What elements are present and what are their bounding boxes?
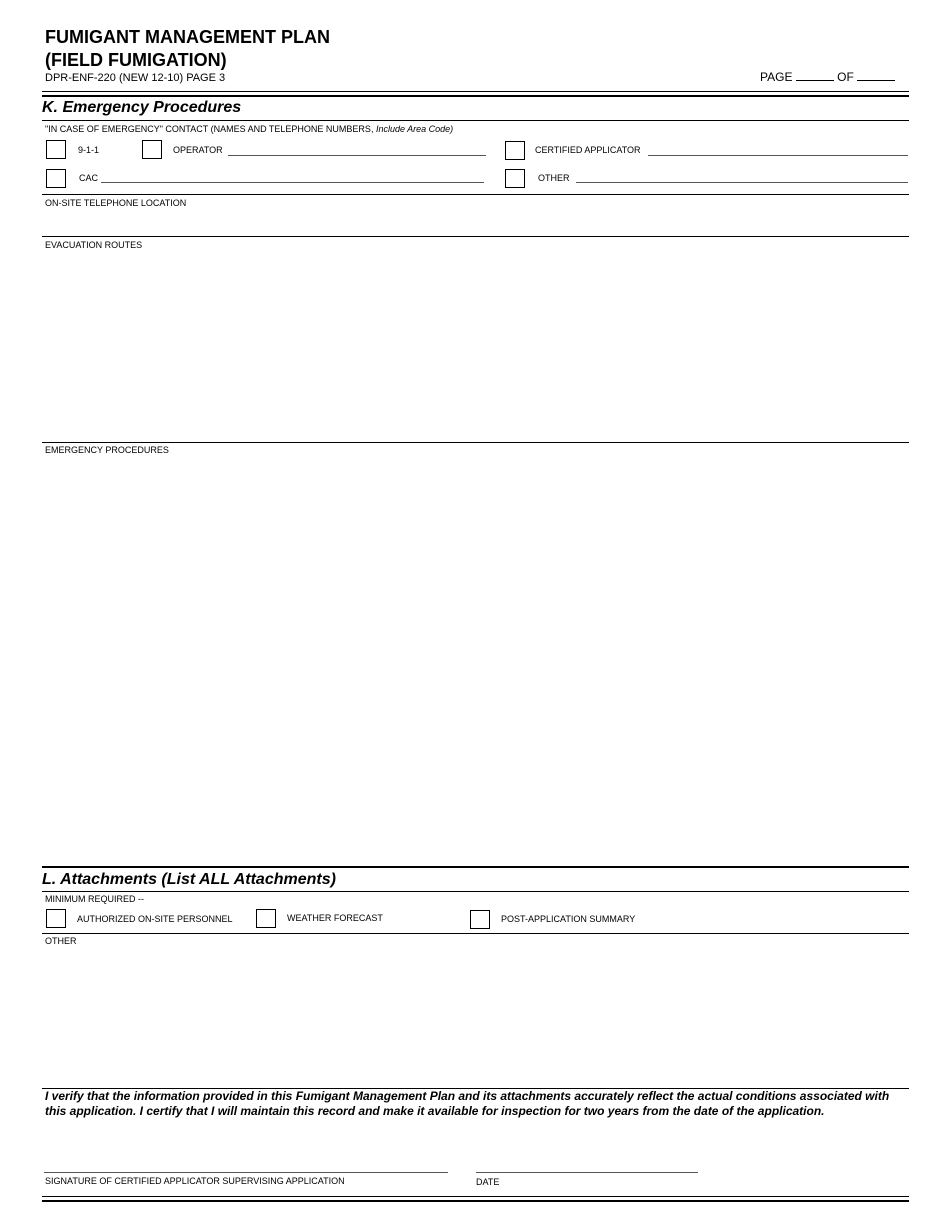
- operator-field[interactable]: [228, 155, 486, 156]
- form-title-line2: (FIELD FUMIGATION): [45, 50, 227, 70]
- signature-line[interactable]: [44, 1172, 448, 1173]
- onsite-phone-field[interactable]: [42, 208, 909, 235]
- footer-rule-top: [42, 1196, 909, 1197]
- rule-emergency-procedures: [42, 442, 909, 443]
- other-contact-field[interactable]: [576, 182, 908, 183]
- label-cac: CAC: [79, 173, 99, 183]
- section-l-rule: [42, 891, 909, 892]
- checkbox-post-application-summary[interactable]: [470, 910, 490, 929]
- label-911: 9-1-1: [78, 145, 100, 155]
- checkbox-cac[interactable]: [46, 169, 66, 188]
- emergency-contact-heading: [45, 123, 453, 135]
- checkbox-authorized-personnel[interactable]: [46, 909, 66, 928]
- footer-rule-bottom: [42, 1200, 909, 1202]
- minimum-required-label: MINIMUM REQUIRED --: [45, 894, 144, 904]
- form-number: DPR-ENF-220 (NEW 12-10) PAGE 3: [45, 72, 226, 84]
- emergency-procedures-field[interactable]: [42, 458, 909, 863]
- other-attachments-label: OTHER: [45, 936, 77, 946]
- checkbox-operator[interactable]: [142, 140, 162, 159]
- label-post-application-summary: POST-APPLICATION SUMMARY: [501, 914, 636, 924]
- of-label: OF: [837, 70, 854, 84]
- rule-other-attachments: [42, 933, 909, 934]
- onsite-phone-label: ON-SITE TELEPHONE LOCATION: [45, 198, 187, 208]
- evacuation-routes-label: EVACUATION ROUTES: [45, 240, 143, 250]
- section-l-rule-top: [42, 866, 909, 868]
- checkbox-weather-forecast[interactable]: [256, 909, 276, 928]
- label-operator: OPERATOR: [173, 145, 223, 155]
- emergency-procedures-label: EMERGENCY PROCEDURES: [45, 445, 169, 455]
- rule-onsite-phone: [42, 194, 909, 195]
- section-k-title: K. Emergency Procedures: [42, 99, 242, 116]
- header-rule-bottom: [42, 95, 909, 97]
- certification-statement: I verify that the information provided in this Fumigant Management Plan and its attachments accurately reflect the actual conditions associated with this application. I certify that I will maintain this record and make it available for inspection for two years from the date of the application.: [45, 1089, 890, 1118]
- page-count: [760, 70, 895, 84]
- checkbox-911[interactable]: [46, 140, 66, 159]
- page-total-field[interactable]: [857, 70, 895, 81]
- label-weather-forecast: WEATHER FORECAST: [287, 913, 383, 923]
- date-line[interactable]: [476, 1172, 698, 1173]
- certified-applicator-field[interactable]: [648, 155, 908, 156]
- cac-field[interactable]: [101, 182, 484, 183]
- evacuation-routes-field[interactable]: [42, 252, 909, 440]
- checkbox-certified-applicator[interactable]: [505, 141, 525, 160]
- page-number-field[interactable]: [796, 70, 834, 81]
- signature-label: SIGNATURE OF CERTIFIED APPLICATOR SUPERVISING APPLICATION: [45, 1176, 345, 1186]
- section-l-title: L. Attachments (List ALL Attachments): [42, 871, 336, 888]
- form-title-line1: FUMIGANT MANAGEMENT PLAN: [45, 27, 330, 47]
- other-attachments-field[interactable]: [42, 948, 909, 1086]
- page-label: PAGE: [760, 70, 793, 84]
- label-authorized-personnel: AUTHORIZED ON-SITE PERSONNEL: [77, 914, 233, 924]
- emergency-contact-heading-text: "IN CASE OF EMERGENCY" CONTACT (NAMES AND TELEPHONE NUMBERS,: [45, 124, 374, 134]
- header-rule-top: [42, 91, 909, 92]
- label-certified-applicator: CERTIFIED APPLICATOR: [535, 145, 641, 155]
- date-label: DATE: [476, 1177, 500, 1187]
- section-k-rule: [42, 120, 909, 121]
- rule-evacuation: [42, 236, 909, 237]
- checkbox-other[interactable]: [505, 169, 525, 188]
- label-other: OTHER: [538, 173, 570, 183]
- emergency-contact-heading-note: Include Area Code): [375, 124, 454, 134]
